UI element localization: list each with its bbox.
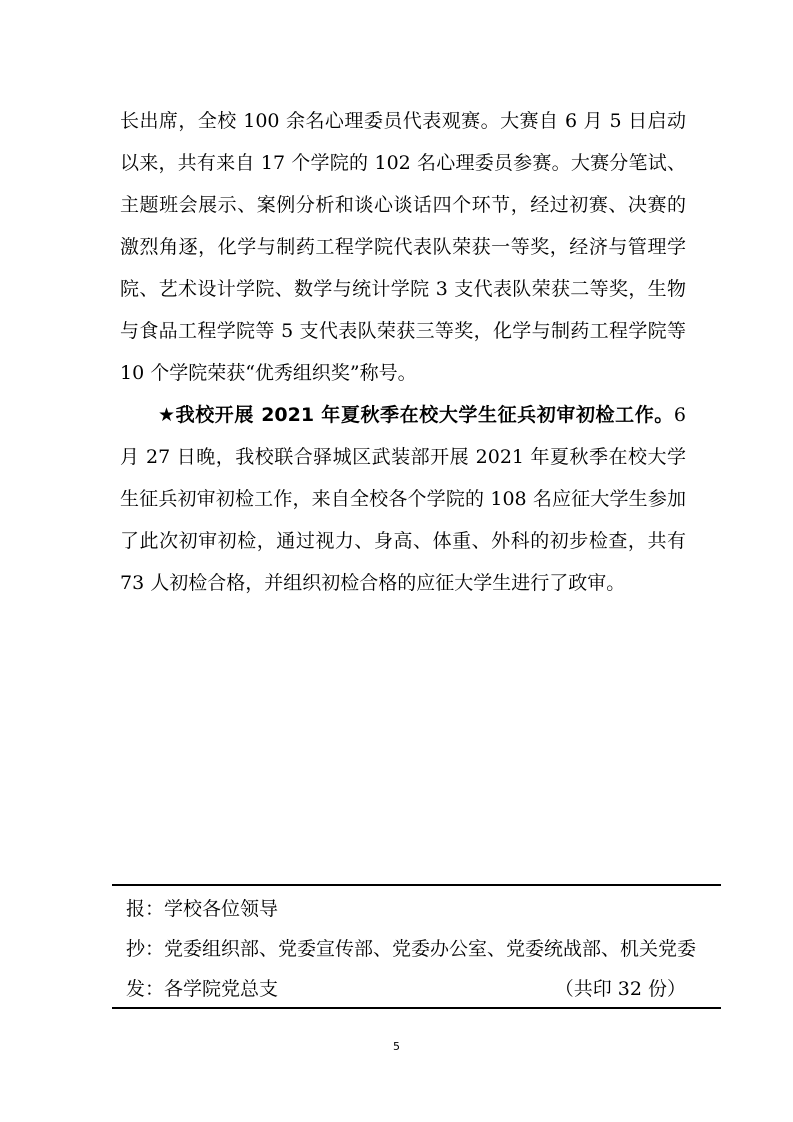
distribution-send-line	[126, 976, 686, 1002]
distribution-bottom-rule	[112, 1007, 721, 1009]
paragraph-competition-results: 长出席，全校 100 余名心理委员代表观赛。大赛自 6 月 5 日启动以来，共有来自 17 个学院的 102 名心理委员参赛。大赛分笔试、主题班会展示、案例分析和谈心谈话四个环节，经过初赛、决赛的激烈角逐，化学与制药工程学院代表队荣获一等奖，经济与管理学院、艺术设计学院、数学与统计学院 3 支代表队荣获二等奖，生物与食品工程学院等 5 支代表队荣获三等奖，化学与制药工程学院等 10 个学院荣获“优秀组织奖”称号。	[120, 110, 686, 384]
distribution-send-text: 发：各学院党总支	[126, 978, 279, 1000]
print-copies-count: （共印 32 份）	[554, 978, 686, 1000]
news-body: 6 月 27 日晚，我校联合驿城区武装部开展 2021 年夏秋季在校大学生征兵初审初检工作，来自全校各个学院的 108 名应征大学生参加了此次初审初检，通过视力、身高、体重、外科的初步检查，共有 73 人初检合格，并组织初检合格的应征大学生进行了政审。	[120, 404, 686, 594]
distribution-top-rule	[112, 884, 721, 886]
page-number: 5	[393, 1040, 400, 1053]
distribution-report-line: 报：学校各位领导	[126, 898, 279, 920]
body-text	[120, 100, 686, 604]
news-headline: ★我校开展 2021 年夏秋季在校大学生征兵初审初检工作。	[158, 404, 674, 426]
paragraph-conscription-news	[120, 394, 686, 604]
distribution-copy-line: 抄：党委组织部、党委宣传部、党委办公室、党委统战部、机关党委	[126, 938, 697, 960]
